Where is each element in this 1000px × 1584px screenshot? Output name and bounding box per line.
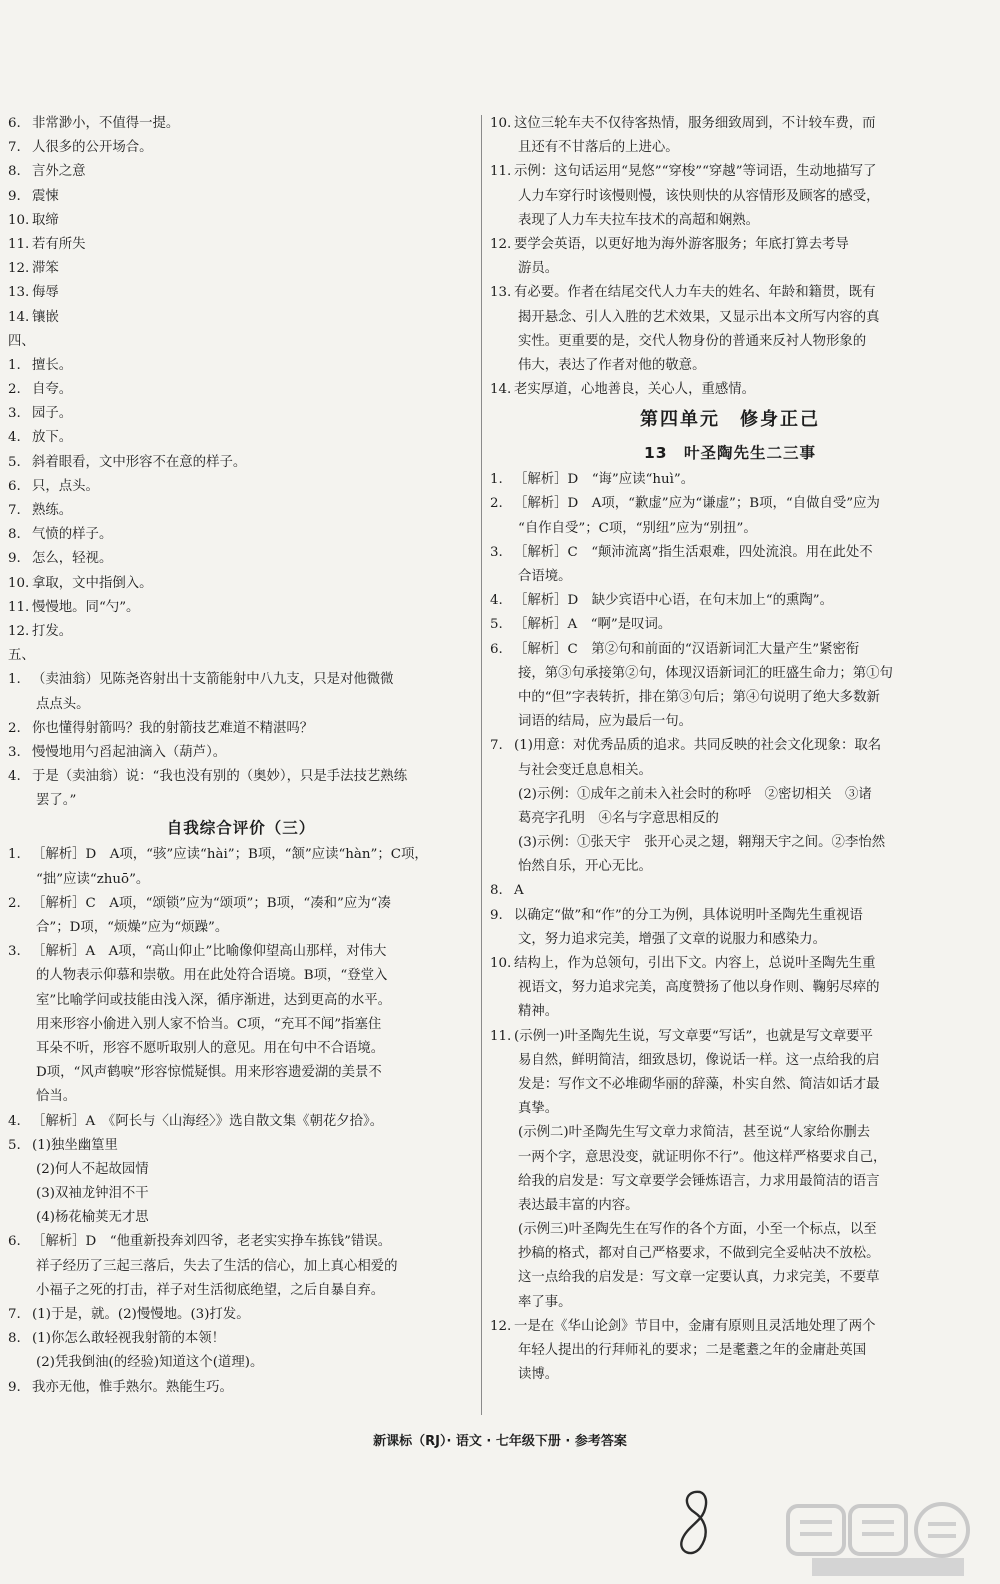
handwritten-page-number [666,1486,726,1566]
answer-text: ［解析］A 《阿长与〈山海经〉》选自散文集《朝花夕拾》。 [32,1113,384,1129]
answer-item [8,892,474,916]
answer-text: ［解析］D “他重新投奔刘四爷，老老实实挣车拣钱”错误。 [32,1234,392,1250]
answer-item [490,468,970,492]
unit-title: 第四单元 修身正己 [640,409,820,431]
answer-number: 8. [490,883,503,899]
answer-continuation: 与社会变迁息息相关。 [518,762,652,778]
answer-item [8,306,474,330]
answer-item [8,940,474,964]
answer-item [490,952,970,976]
answer-item [8,185,474,209]
answer-continuation: (2)示例：①成年之前未入社会时的称呼 ②密切相关 ③诸 [518,786,872,802]
answer-continuation: 表现了人力车夫拉车技术的高超和娴熟。 [518,212,760,228]
right-column [490,112,970,1387]
answer-item [8,257,474,281]
answer-number: 11. [8,599,30,615]
answer-continuation: 游员。 [518,261,559,277]
answer-number: 1. [8,847,21,863]
answer-item [8,112,474,136]
answer-number: 3. [8,944,21,960]
answer-continuation: 词语的结局，应为最后一句。 [518,714,693,730]
answer-number: 14. [490,382,512,398]
answer-item [8,523,474,547]
answer-text: 只，点头。 [32,478,99,494]
answer-text: ［解析］C “颠沛流离”指生活艰难，四处流浪。用在此处不 [514,544,873,560]
answer-item [8,160,474,184]
answer-continuation: (示例三)叶圣陶先生在写作的各个方面，小至一个标点，以至 [518,1222,877,1238]
answer-text: (示例一)叶圣陶先生说，写文章要“写话”，也就是写文章要平 [514,1028,873,1044]
answer-number: 6. [490,641,503,657]
answer-number: 5. [8,454,21,470]
answer-continuation: 葛亮字孔明 ④名与字意思相反的 [518,810,719,826]
answer-continuation: 祥子经历了三起三落后，失去了生活的信心，加上真心相爱的 [36,1258,398,1274]
answer-number: 2. [490,496,503,512]
answer-text: 结构上，作为总领句，引出下文。内容上，总说叶圣陶先生重 [514,956,876,971]
answer-continuation: 精神。 [518,1004,559,1020]
answer-text: ［解析］D A项，“骇”应读“hài”；B项，“颔”应读“hàn”；C项， [32,847,428,863]
answer-continuation: 实性。更重要的是，交代人物身份的普通来反衬人物形象的 [518,333,867,349]
answer-continuation: 文，努力追求完美，增强了文章的说服力和感染力。 [518,931,826,947]
answer-item [8,717,474,741]
answer-continuation: 这一点给我的启发是：写文章一定要认真，力求完美，不要草 [518,1270,880,1286]
answer-continuation: 小福子之死的打击，祥子对生活彻底绝望，之后自暴自弃。 [36,1282,385,1298]
answer-item [490,613,970,637]
answer-text: 以确定“做”和“作”的分工为例，具体说明叶圣陶先生重视语 [514,907,863,923]
answer-text: (1)独坐幽篁里 [32,1137,118,1153]
answer-number: 12. [490,1318,512,1334]
answer-text: 老实厚道，心地善良，关心人，重感情。 [514,382,756,398]
answer-text: 怎么，轻视。 [32,551,113,567]
answer-continuation: 率了事。 [518,1294,572,1310]
answer-continuation: 耳朵不听，形容不愿听取别人的意见。用在句中不合语境。 [36,1040,385,1056]
answer-text: 慢慢地用勺舀起油滴入（葫芦）。 [32,744,227,760]
answer-number: 4. [8,1113,21,1129]
answer-text: ［解析］D A项，“歉虚”应为“谦虚”；B项，“自做自受”应为 [514,496,880,512]
answer-item [8,426,474,450]
answer-item [8,843,474,867]
answer-item [8,233,474,257]
answer-item [490,589,970,613]
answer-item [490,492,970,516]
answer-number: 3. [8,406,21,422]
answer-text: 这位三轮车夫不仅待客热情，服务细致周到，不计较车费，而 [514,116,876,131]
answer-item [8,136,474,160]
answer-text: A [514,883,524,899]
answer-number: 3. [8,744,21,760]
section-title: 13 叶圣陶先生二三事 [643,444,817,463]
answer-continuation: 年轻人提出的行拜师礼的要求；二是耄耋之年的金庸赴英国 [518,1343,867,1358]
answer-item [8,475,474,499]
answer-item [8,499,474,523]
answer-text: (1)于是，就。(2)慢慢地。(3)打发。 [32,1307,250,1322]
answer-text: 人很多的公开场合。 [32,140,153,156]
answer-number: 10. [490,116,512,131]
answer-item [490,378,970,402]
answer-number: 2. [8,720,21,736]
answer-item [8,765,474,789]
answer-continuation: (4)杨花榆荚无才思 [36,1210,149,1226]
answer-continuation: D项，“风声鹤唳”形容惊慌疑惧。用来形容遗爱湖的美景不 [36,1065,382,1081]
answer-item [8,378,474,402]
answer-continuation: 点点头。 [36,696,90,712]
answer-number: 2. [8,895,21,911]
answer-number: 1. [8,672,21,688]
answer-number: 11. [490,1028,512,1044]
answer-continuation: 读博。 [518,1367,559,1383]
answer-item [8,596,474,620]
answer-continuation: (3)示例：①张天宇 张开心灵之翅，翱翔天宇之间。②李怡然 [518,835,886,851]
answer-text: 自夸。 [32,382,73,398]
answer-number: 6. [8,116,21,131]
answer-text: 一是在《华山论剑》节目中，金庸有原则且灵活地处理了两个 [514,1318,876,1334]
left-column [8,112,474,1400]
section-number: 五、 [8,648,35,664]
page-footer: 新课标（RJ）· 语文 · 七年级下册 · 参考答案 [373,1434,627,1449]
answer-number: 4. [490,593,503,609]
answer-continuation: 合语境。 [518,569,572,584]
answer-number: 13. [490,285,512,301]
answer-number: 2. [8,382,21,398]
answer-item [490,638,970,662]
answer-item [8,1327,474,1351]
answer-number: 10. [8,212,30,228]
answer-item [8,1134,474,1158]
answer-continuation: 给我的启发是：写文章要学会锤炼语言，力求用最简洁的语言 [518,1173,880,1189]
answer-item [8,402,474,426]
answer-number: 12. [490,236,512,252]
answer-continuation: 室”比喻学问或技能由浅入深，循序渐进，达到更高的水平。 [36,992,391,1008]
answer-text: 取缔 [32,212,59,228]
answer-item [490,734,970,758]
answer-continuation: 合”；D项，“烦燥”应为“烦躁”。 [36,920,229,935]
answer-item [490,112,970,136]
answer-item [490,233,970,257]
answer-continuation: 怡然自乐，开心无比。 [518,859,652,875]
answer-text: 园子。 [32,406,73,422]
answer-number: 9. [8,188,21,204]
answer-item [490,879,970,903]
answer-number: 5. [8,1137,21,1153]
answer-number: 10. [8,575,30,591]
answer-text: 有必要。作者在结尾交代人力车夫的姓名、年龄和籍贯，既有 [514,285,876,301]
answer-number: 12. [8,261,30,277]
answer-number: 12. [8,623,30,639]
answer-continuation: 的人物表示仰慕和崇敬。用在此处符合语境。B项，“登堂入 [36,968,388,984]
answer-continuation: 真挚。 [518,1101,559,1117]
answer-number: 8. [8,164,21,180]
answer-number: 6. [8,478,21,494]
answer-number: 3. [490,544,503,560]
answer-text: 我亦无他，惟手熟尔。熟能生巧。 [32,1379,233,1395]
answer-number: 13. [8,285,30,301]
answer-continuation: (3)双袖龙钟泪不干 [36,1186,149,1202]
answer-continuation: (2)凭我倒油(的经验)知道这个(道理)。 [36,1355,264,1371]
answer-continuation: 一两个字，意思没变，就证明你不行”。他这样严格要求自己， [518,1149,887,1165]
answer-continuation: 表达最丰富的内容。 [518,1197,639,1213]
answer-number: 8. [8,1331,21,1347]
answer-item [8,451,474,475]
answer-number: 8. [8,527,21,543]
answer-text: 熟练。 [32,503,73,518]
answer-item [8,741,474,765]
answer-continuation: 易自然，鲜明简洁，细致恳切，像说话一样。这一点给我的启 [518,1052,880,1068]
answer-continuation: 恰当。 [36,1089,77,1105]
answer-text: 要学会英语，以更好地为海外游客服务；年底打算去考导 [514,236,849,252]
answer-text: 侮辱 [32,285,59,301]
answer-text: 放下。 [32,430,73,446]
answer-text: 镶嵌 [32,309,59,325]
answer-item [490,1025,970,1049]
answer-item [490,1315,970,1339]
answer-text: 震悚 [32,188,59,204]
answer-continuation: 伟大，表达了作者对他的敬意。 [518,357,706,373]
answer-text: 慢慢地。同“勺”。 [32,599,140,615]
answer-item [8,620,474,644]
answer-item [490,904,970,928]
answer-number: 1. [8,357,21,373]
answer-text: ［解析］C A项，“颂锁”应为“颂项”；B项，“凑和”应为“凑 [32,895,391,911]
answer-item [8,1376,474,1400]
answer-text: ［解析］A A项，“高山仰止”比喻像仰望高山那样，对伟大 [32,944,387,960]
answer-text: （卖油翁）见陈尧咨射出十支箭能射中八九支，只是对他微微 [32,672,394,688]
answer-item [8,547,474,571]
answer-continuation: 用来形容小偷进入别人家不恰当。C项，“充耳不闻”指塞住 [36,1016,382,1032]
answer-continuation: 揭开悬念、引人入胜的艺术效果，又显示出本文所写内容的真 [518,309,880,325]
answer-item [490,281,970,305]
answer-text: 擅长。 [32,357,73,373]
answer-number: 9. [490,907,503,923]
answer-item [8,1230,474,1254]
answer-number: 14. [8,309,30,325]
answer-continuation: 视语文，努力追求完美，高度赞扬了他以身作则、鞠躬尽瘁的 [518,980,880,996]
answer-number: 11. [490,164,512,180]
answer-text: (1)用意：对优秀品质的追求。共同反映的社会文化现象：取名 [514,738,882,754]
answer-number: 7. [490,738,503,754]
answer-item [8,281,474,305]
answer-number: 9. [8,551,21,567]
answer-text: ［解析］D “诲”应读“huì”。 [514,472,695,488]
answer-number: 10. [490,956,512,971]
answer-text: 言外之意 [32,164,86,180]
answer-text: 拿取，文中指倒入。 [32,575,153,591]
answer-text: (1)你怎么敢轻视我射箭的本领！ [32,1331,226,1347]
answer-item [490,541,970,565]
answer-item [8,354,474,378]
answer-number: 7. [8,140,21,156]
answer-number: 4. [8,769,21,785]
column-divider [481,115,482,1415]
answer-number: 9. [8,1379,21,1395]
answer-item [8,668,474,692]
answer-text: 示例：这句话运用“晃悠”“穿梭”“穿越”等词语，生动地描写了 [514,164,877,180]
answer-continuation: “自作自受”；C项，“别纽”应为“别扭”。 [518,520,757,536]
answer-number: 1. [490,472,503,488]
answer-number: 7. [8,503,21,518]
answer-text: 非常渺小，不值得一提。 [32,116,180,131]
section-number: 四、 [8,333,35,349]
answer-number: 4. [8,430,21,446]
answer-continuation: (示例二)叶圣陶先生写文章力求简洁，甚至说“人家给你删去 [518,1125,871,1141]
answer-continuation: 且还有不甘落后的上进心。 [518,140,679,156]
answer-item [8,1303,474,1327]
answer-continuation: “拙”应读“zhuō”。 [36,871,150,887]
answer-number: 6. [8,1234,21,1250]
answer-item [8,572,474,596]
answer-item [8,209,474,233]
answer-text: ［解析］C 第②句和前面的“汉语新词汇大量产生”紧密衔 [514,641,860,657]
answer-continuation: 接，第③句承接第②句，体现汉语新词汇的旺盛生命力；第①句 [518,665,893,681]
watermark-logo [782,1502,982,1578]
answer-continuation: 发是：写作文不必堆砌华丽的辞藻，朴实自然、简洁如话才最 [518,1076,880,1092]
answer-continuation: 人力车穿行时该慢则慢，该快则快的从容情形及顾客的感受， [518,188,880,204]
answer-number: 11. [8,236,30,252]
answer-continuation: 抄稿的格式，都对自己严格要求，不做到完全妥帖决不放松。 [518,1246,880,1262]
answer-number: 5. [490,617,503,633]
answer-continuation: 中的“但”字表转折，排在第③句后；第④句说明了绝大多数新 [518,689,880,705]
answer-continuation: 罢了。” [36,793,77,809]
answer-text: 滞笨 [32,261,59,277]
answer-text: ［解析］D 缺少宾语中心语，在句末加上“的熏陶”。 [514,593,834,609]
answer-text: ［解析］A “啊”是叹词。 [514,617,672,633]
answer-continuation: (2)何人不起故园情 [36,1161,149,1177]
answer-text: 打发。 [32,623,73,639]
answer-text: 你也懂得射箭吗？我的射箭技艺难道不精湛吗？ [32,720,314,736]
answer-number: 7. [8,1307,21,1322]
answer-text: 斜着眼看，文中形容不在意的样子。 [32,454,247,470]
answer-item [8,1110,474,1134]
answer-item [490,160,970,184]
answer-text: 若有所失 [32,236,86,252]
section-title: 自我综合评价（三） [166,819,316,838]
answer-text: 于是（卖油翁）说：“我也没有别的（奥妙），只是手法技艺熟练 [32,769,408,785]
answer-text: 气愤的样子。 [32,527,113,543]
